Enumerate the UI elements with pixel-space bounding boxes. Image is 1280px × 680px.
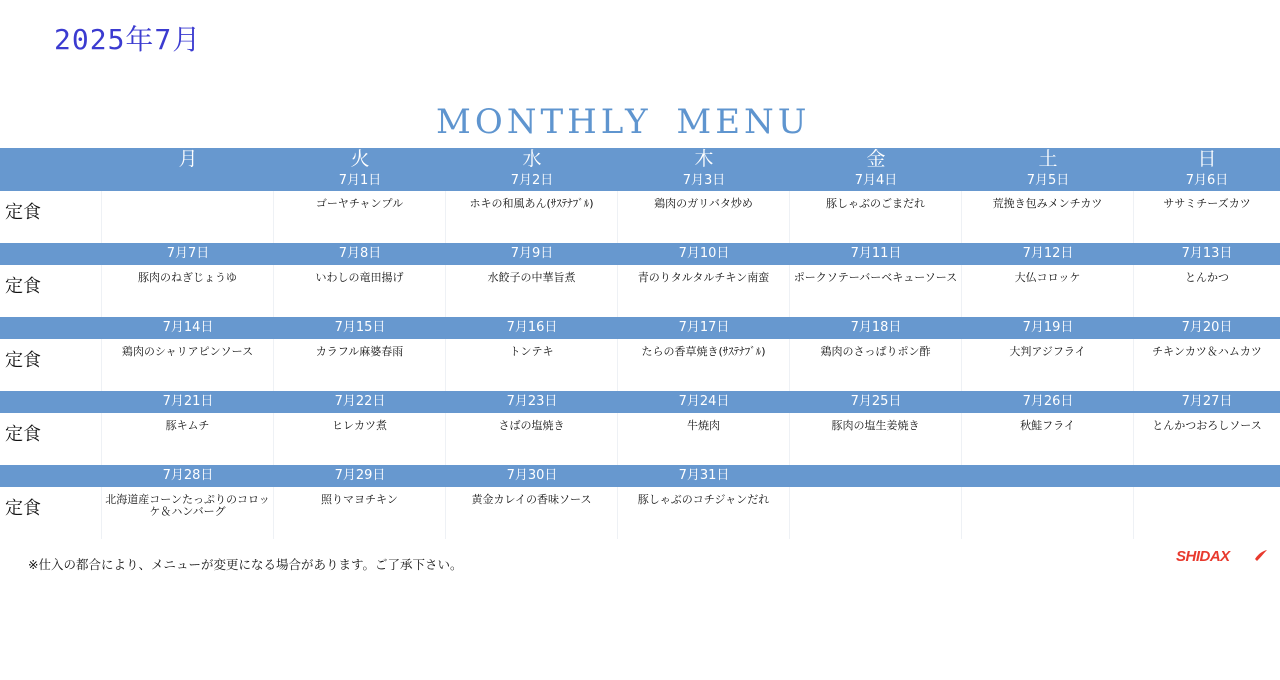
- menu-item: とんかつ: [1185, 271, 1229, 284]
- date-row-spacer: [0, 317, 102, 339]
- date-cell: [790, 465, 962, 487]
- date-cell: [102, 170, 274, 191]
- menu-item: [962, 487, 1134, 539]
- date-cell: 7月23日: [506, 394, 558, 409]
- date-cell: 7月18日: [850, 320, 902, 335]
- menu-row: [0, 265, 1280, 317]
- date-cell: 7月12日: [1022, 246, 1074, 261]
- menu-item: 豚肉のねぎじょうゆ: [102, 265, 274, 317]
- date-cell: 7月31日: [678, 468, 730, 483]
- date-cell: 7月9日: [510, 246, 554, 261]
- date-cell: 7月15日: [334, 320, 386, 335]
- menu-item: ササミチーズカツ: [1163, 197, 1251, 210]
- menu-item: 豚肉の塩生姜焼き: [790, 413, 962, 465]
- date-row: [0, 243, 1280, 265]
- menu-calendar: [0, 148, 1280, 539]
- menu-item: 豚しゃぶのごまだれ: [790, 191, 962, 243]
- menu-item: 牛焼肉: [618, 413, 790, 465]
- date-cell: 7月2日: [510, 173, 554, 188]
- date-row-spacer: [0, 391, 102, 413]
- date-cell: 7月24日: [678, 394, 730, 409]
- menu-item: 北海道産コーンたっぷりのコロッケ＆ハンバーグ: [102, 487, 274, 539]
- date-cell: 7月1日: [338, 173, 382, 188]
- date-cell: 7月7日: [166, 246, 210, 261]
- month-title: 2025年7月: [54, 23, 202, 56]
- date-cell: 7月27日: [1181, 394, 1233, 409]
- date-cell: 7月13日: [1181, 246, 1233, 261]
- menu-item: いわしの竜田揚げ: [274, 265, 446, 317]
- date-cell: 7月11日: [850, 246, 902, 261]
- menu-item: とんかつおろしソース: [1152, 419, 1262, 432]
- menu-row: [0, 413, 1280, 465]
- date-cell: 7月22日: [334, 394, 386, 409]
- date-cell: 7月6日: [1185, 173, 1229, 188]
- date-cell: 7月4日: [854, 173, 898, 188]
- date-row-spacer: [0, 465, 102, 487]
- weekday-sun: 日: [1197, 148, 1217, 170]
- menu-item: 大判アジフライ: [962, 339, 1134, 391]
- date-cell: 7月3日: [682, 173, 726, 188]
- menu-item: 黄金カレイの香味ソース: [446, 487, 618, 539]
- date-cell: 7月20日: [1181, 320, 1233, 335]
- row-label: 定食: [0, 487, 102, 539]
- menu-item: ホキの和風あん(ｻｽﾃﾅﾌﾞﾙ): [446, 191, 618, 243]
- menu-item: 秋鮭フライ: [962, 413, 1134, 465]
- menu-item: 豚しゃぶのコチジャンだれ: [618, 487, 790, 539]
- disclaimer-note: ※仕入の都合により、メニューが変更になる場合があります。ご了承下さい。: [28, 557, 463, 572]
- shidax-logo: [1176, 548, 1230, 565]
- menu-item: 荒挽き包みメンチカツ: [962, 191, 1134, 243]
- menu-item: さばの塩焼き: [446, 413, 618, 465]
- menu-title: MONTHLY MENU: [436, 102, 811, 142]
- date-cell: [1134, 465, 1280, 487]
- menu-item: 大仏コロッケ: [962, 265, 1134, 317]
- weekday-mon: 月: [178, 148, 198, 170]
- menu-item: 水餃子の中華旨煮: [446, 265, 618, 317]
- menu-item: [1134, 487, 1280, 539]
- menu-item: 豚キムチ: [102, 413, 274, 465]
- weekday-thu: 木: [694, 148, 714, 170]
- menu-item: ヒレカツ煮: [274, 413, 446, 465]
- row-label: 定食: [0, 191, 102, 243]
- date-cell: 7月29日: [334, 468, 386, 483]
- menu-row: [0, 191, 1280, 243]
- weekday-tue: 火: [350, 148, 370, 170]
- weekday-header-spacer: [0, 148, 102, 170]
- menu-row: [0, 487, 1280, 539]
- date-cell: 7月14日: [162, 320, 214, 335]
- menu-item: トンテキ: [446, 339, 618, 391]
- menu-item: 青のりタルタルチキン南蛮: [618, 265, 790, 317]
- row-label: 定食: [0, 413, 102, 465]
- menu-item: ゴーヤチャンプル: [274, 191, 446, 243]
- date-row: [0, 317, 1280, 339]
- row-label: 定食: [0, 265, 102, 317]
- date-cell: 7月8日: [338, 246, 382, 261]
- date-cell: 7月21日: [162, 394, 214, 409]
- menu-item: カラフル麻婆春雨: [274, 339, 446, 391]
- weekday-sat: 土: [1038, 148, 1058, 170]
- date-row: [0, 391, 1280, 413]
- weekday-fri: 金: [866, 148, 886, 170]
- menu-item: 鶏肉のシャリアピンソース: [102, 339, 274, 391]
- date-cell: 7月16日: [506, 320, 558, 335]
- menu-item: 鶏肉のさっぱりポン酢: [790, 339, 962, 391]
- logo-swoosh-icon: [1254, 549, 1268, 563]
- date-cell: 7月5日: [1026, 173, 1070, 188]
- weekday-header-row: [0, 148, 1280, 170]
- date-cell: 7月26日: [1022, 394, 1074, 409]
- menu-item: ポークソテーバーベキューソース: [790, 265, 962, 317]
- date-cell: 7月19日: [1022, 320, 1074, 335]
- date-cell: 7月25日: [850, 394, 902, 409]
- date-cell: 7月17日: [678, 320, 730, 335]
- date-row-spacer: [0, 243, 102, 265]
- weekday-wed: 水: [522, 148, 542, 170]
- date-row-spacer: [0, 170, 102, 191]
- date-cell: 7月30日: [506, 468, 558, 483]
- menu-item: 照りマヨチキン: [274, 487, 446, 539]
- date-cell: 7月10日: [678, 246, 730, 261]
- menu-item: [102, 191, 274, 243]
- menu-item: たらの香草焼き(ｻｽﾃﾅﾌﾞﾙ): [618, 339, 790, 391]
- date-row: [0, 465, 1280, 487]
- menu-item: [790, 487, 962, 539]
- row-label: 定食: [0, 339, 102, 391]
- date-row: [0, 170, 1280, 191]
- menu-item: 鶏肉のガリバタ炒め: [618, 191, 790, 243]
- menu-row: [0, 339, 1280, 391]
- logo-text: SHIDAX: [1176, 548, 1230, 565]
- menu-item: チキンカツ＆ハムカツ: [1152, 345, 1262, 358]
- date-cell: [962, 465, 1134, 487]
- date-cell: 7月28日: [162, 468, 214, 483]
